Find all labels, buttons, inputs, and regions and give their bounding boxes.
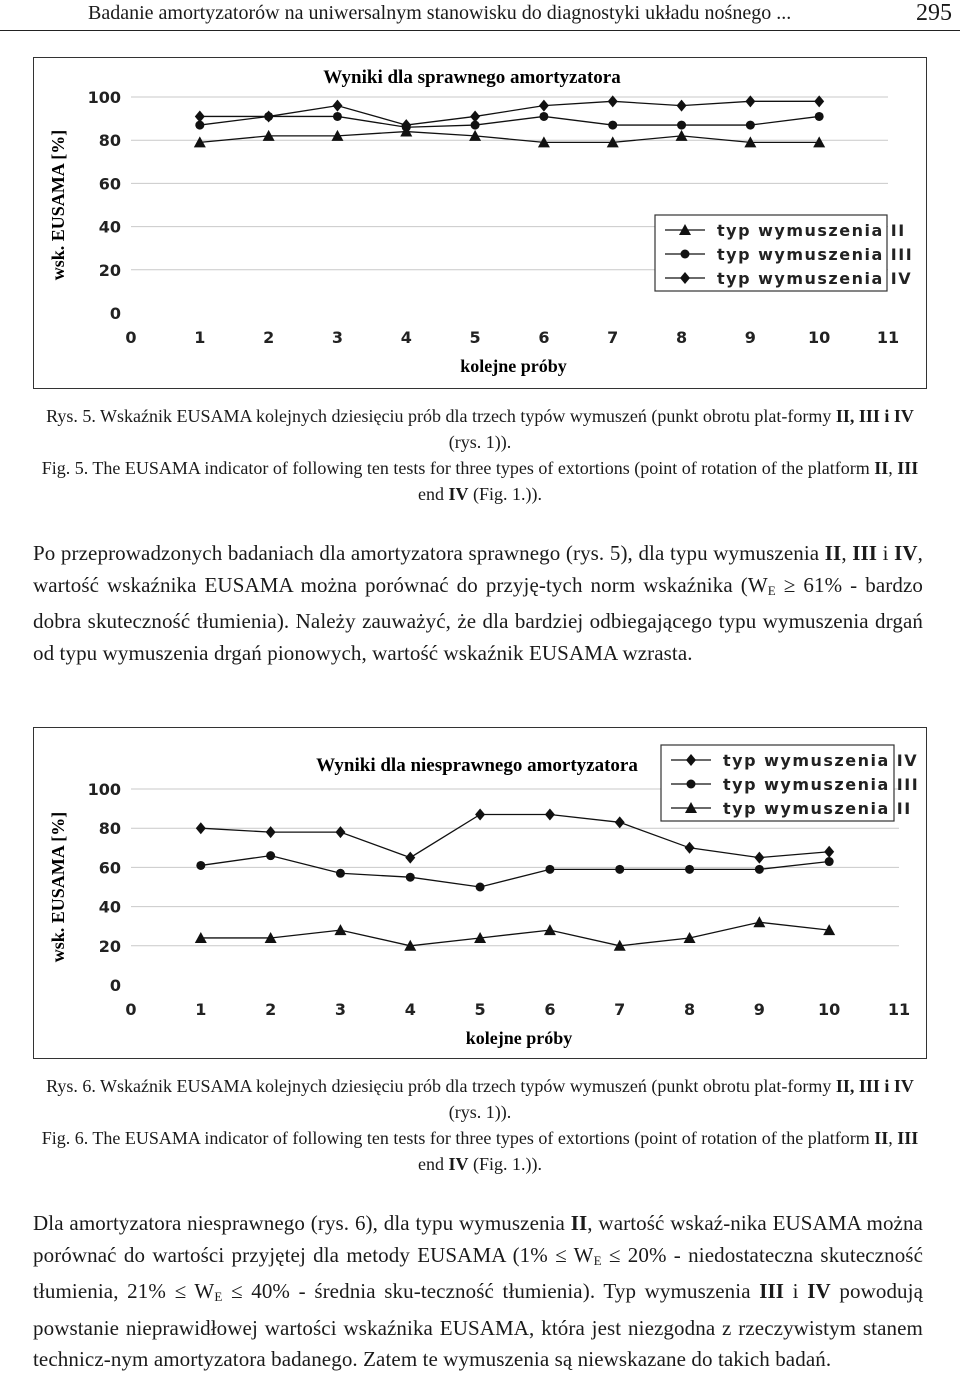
caption-text: Fig. 6. The EUSAMA indicator of following ten tests for three types of extortions (point of rotation of the platform	[41, 1128, 875, 1148]
paragraph-text: , wartość wskaźnika EUSAMA można porównać do przyję-tych norm wskaźnika (W	[33, 541, 923, 597]
data-point	[545, 808, 555, 820]
y-tick-label: 80	[98, 131, 121, 151]
paragraph-2	[33, 1208, 923, 1376]
paragraph-text: powodują powstanie nieprawidłowej wartości wskaźnika EUSAMA, która jest niezgodna z rzeczywistym stanem technicz-nym amortyzatora badanego. Zatem te wymuszenia są niewskazane do takich badań.	[33, 1279, 924, 1371]
caption-text: (rys. 1)).	[448, 432, 512, 452]
series-line	[200, 132, 819, 143]
data-point	[539, 100, 549, 112]
y-tick-label: 60	[98, 858, 121, 878]
paragraph-bold: IV	[807, 1279, 831, 1303]
series-line	[201, 922, 829, 946]
paragraph-bold: IV	[894, 541, 918, 565]
paragraph-text: , wartość wskaź-nika EUSAMA można porównać do wartości przyjętej dla metody EUSAMA (1% ≤ W	[33, 1211, 923, 1267]
paragraph-text: ≤ 40% - średnia sku-teczność tłumienia). Typ wymuszenia	[222, 1279, 760, 1303]
x-tick-label: 7	[614, 1000, 626, 1019]
data-point	[332, 100, 342, 112]
legend-label: typ wymuszenia IV	[717, 269, 913, 288]
y-tick-label: 40	[98, 217, 121, 237]
data-point	[333, 112, 342, 121]
series	[196, 851, 833, 891]
paragraph-1	[33, 538, 923, 669]
data-point	[754, 852, 764, 864]
legend-label: typ wymuszenia III	[723, 775, 920, 794]
figure-5-chart	[33, 57, 927, 389]
figure-5-caption-en	[40, 455, 920, 507]
data-point	[677, 121, 686, 130]
x-tick-label: 1	[194, 328, 206, 347]
data-point	[406, 873, 415, 882]
data-point	[815, 112, 824, 121]
paragraph-bold: III	[759, 1279, 785, 1303]
y-axis-label: wsk. EUSAMA [%]	[48, 129, 68, 281]
x-tick-label: 4	[400, 328, 412, 347]
legend-label: typ wymuszenia II	[717, 221, 906, 240]
data-point	[476, 883, 485, 892]
caption-bold: III	[897, 458, 919, 478]
legend-label: typ wymuszenia IV	[723, 751, 919, 770]
data-point	[539, 112, 548, 121]
legend	[655, 215, 913, 291]
caption-text: (Fig. 1.)).	[468, 484, 542, 504]
caption-bold: III	[897, 1128, 919, 1148]
data-point	[544, 924, 556, 935]
x-tick-label: 6	[538, 328, 550, 347]
y-axis-label: wsk. EUSAMA [%]	[48, 811, 68, 963]
x-tick-label: 0	[125, 328, 137, 347]
x-axis-label: kolejne próby	[465, 1028, 573, 1048]
series-line	[200, 116, 819, 127]
paragraph-bold: II	[824, 541, 842, 565]
data-point	[405, 852, 415, 864]
data-point	[753, 916, 765, 927]
x-tick-label: 6	[544, 1000, 556, 1019]
caption-text: (Fig. 1.)).	[468, 1154, 542, 1174]
y-tick-label: 40	[98, 897, 121, 917]
series-line	[201, 856, 829, 887]
paragraph-text: i	[784, 1279, 808, 1303]
x-tick-label: 11	[887, 1000, 911, 1019]
running-header	[0, 0, 960, 31]
x-tick-label: 0	[125, 1000, 137, 1019]
data-point	[475, 808, 485, 820]
page-number: 295	[916, 0, 952, 26]
y-tick-label: 100	[87, 780, 121, 799]
data-point	[825, 857, 834, 866]
caption-bold: IV	[448, 484, 469, 504]
caption-text: ,	[888, 1128, 898, 1148]
x-tick-label: 8	[675, 328, 688, 347]
data-point	[824, 846, 834, 858]
figure-6-chart	[33, 727, 927, 1059]
y-tick-label: 60	[98, 174, 121, 194]
subscript: E	[593, 1252, 602, 1268]
caption-text: Rys. 5. Wskaźnik EUSAMA kolejnych dziesięciu prób dla trzech typów wymuszeń (punkt obrotu plat-formy	[46, 406, 836, 426]
data-point	[545, 865, 554, 874]
x-tick-label: 10	[808, 328, 831, 347]
data-point	[470, 110, 480, 122]
legend	[661, 745, 919, 821]
y-tick-label: 0	[109, 976, 121, 995]
legend-marker	[687, 780, 696, 789]
x-tick-label: 4	[404, 1000, 416, 1019]
data-point	[685, 842, 695, 854]
caption-bold: IV	[448, 1154, 469, 1174]
caption-text: Rys. 6. Wskaźnik EUSAMA kolejnych dziesięciu prób dla trzech typów wymuszeń (punkt obrotu plat-formy	[46, 1076, 836, 1096]
data-point	[608, 121, 617, 130]
chart-title: Wyniki dla niesprawnego amortyzatora	[316, 755, 638, 776]
paragraph-bold: II	[570, 1211, 588, 1235]
data-point	[746, 121, 755, 130]
data-point	[755, 865, 764, 874]
paragraph-text: i	[877, 541, 895, 565]
x-axis-label: kolejne próby	[460, 356, 567, 376]
y-tick-label: 80	[98, 819, 121, 839]
data-point	[676, 130, 688, 141]
x-tick-label: 10	[818, 1000, 841, 1019]
x-tick-label: 9	[753, 1000, 765, 1019]
caption-bold: II, III i IV	[835, 1076, 914, 1096]
caption-text: (rys. 1)).	[448, 1102, 512, 1122]
figure-5-svg	[34, 58, 926, 388]
figure-5-caption-pl	[40, 403, 920, 455]
legend-marker	[681, 250, 690, 259]
caption-text: end	[417, 484, 449, 504]
x-tick-label: 7	[607, 328, 619, 347]
subscript: E	[214, 1289, 223, 1304]
data-point	[615, 865, 624, 874]
caption-text: Fig. 5. The EUSAMA indicator of following ten tests for three types of extortions (point of rotation of the platform	[41, 458, 875, 478]
data-point	[615, 816, 625, 828]
data-point	[196, 861, 205, 870]
data-point	[196, 822, 206, 834]
paragraph-text: ,	[841, 541, 853, 565]
data-point	[677, 100, 687, 112]
x-tick-label: 5	[474, 1000, 486, 1019]
paragraph-bold: III	[852, 541, 878, 565]
paragraph-text: ≥ 61% - bardzo dobra skuteczność tłumienia). Należy zauważyć, że dla bardziej odbiegającego typu wymuszenia drgań od typu wymuszenia drgań pionowych, wartość wskaźnik EUSAMA wzrasta.	[33, 572, 923, 665]
series	[195, 112, 823, 132]
paragraph-text: Dla amortyzatora niesprawnego (rys. 6), dla typu wymuszenia	[33, 1211, 571, 1235]
subscript: E	[767, 582, 776, 598]
data-point	[264, 110, 274, 122]
data-point	[195, 110, 205, 122]
paragraph-text: Po przeprowadzonych badaniach dla amortyzatora sprawnego (rys. 5), dla typu wymuszenia	[33, 541, 825, 565]
x-tick-label: 3	[331, 328, 344, 347]
x-tick-label: 1	[195, 1000, 207, 1019]
running-title: Badanie amortyzatorów na uniwersalnym stanowisku do diagnostyki układu nośnego ...	[88, 2, 792, 24]
caption-text: end	[417, 1154, 449, 1174]
paragraph-text: ≤ 20% - niedostateczna skuteczność tłumienia, 21% ≤ W	[33, 1242, 923, 1303]
figure-6-svg	[34, 728, 926, 1058]
caption-bold: II	[874, 1128, 889, 1148]
series-line	[200, 101, 819, 125]
y-tick-label: 20	[98, 260, 121, 280]
chart-title: Wyniki dla sprawnego amortyzatora	[323, 67, 621, 88]
x-tick-label: 8	[683, 1000, 696, 1019]
data-point	[266, 851, 275, 860]
y-tick-label: 20	[98, 936, 121, 956]
data-point	[334, 924, 346, 935]
data-point	[685, 865, 694, 874]
y-tick-label: 0	[109, 304, 121, 323]
figure-6-caption-en	[40, 1125, 920, 1177]
caption-bold: II, III i IV	[835, 406, 914, 426]
y-tick-label: 100	[87, 88, 121, 107]
caption-bold: II	[874, 458, 889, 478]
x-tick-label: 2	[265, 1000, 277, 1019]
x-tick-label: 2	[263, 328, 275, 347]
x-tick-label: 3	[334, 1000, 347, 1019]
figure-6-caption-pl	[40, 1073, 920, 1125]
x-tick-label: 11	[876, 328, 900, 347]
caption-text: ,	[888, 458, 898, 478]
legend-label: typ wymuszenia III	[717, 245, 914, 264]
data-point	[336, 869, 345, 878]
legend-label: typ wymuszenia II	[723, 799, 912, 818]
x-tick-label: 5	[469, 328, 481, 347]
series	[194, 126, 825, 148]
x-tick-label: 9	[744, 328, 756, 347]
